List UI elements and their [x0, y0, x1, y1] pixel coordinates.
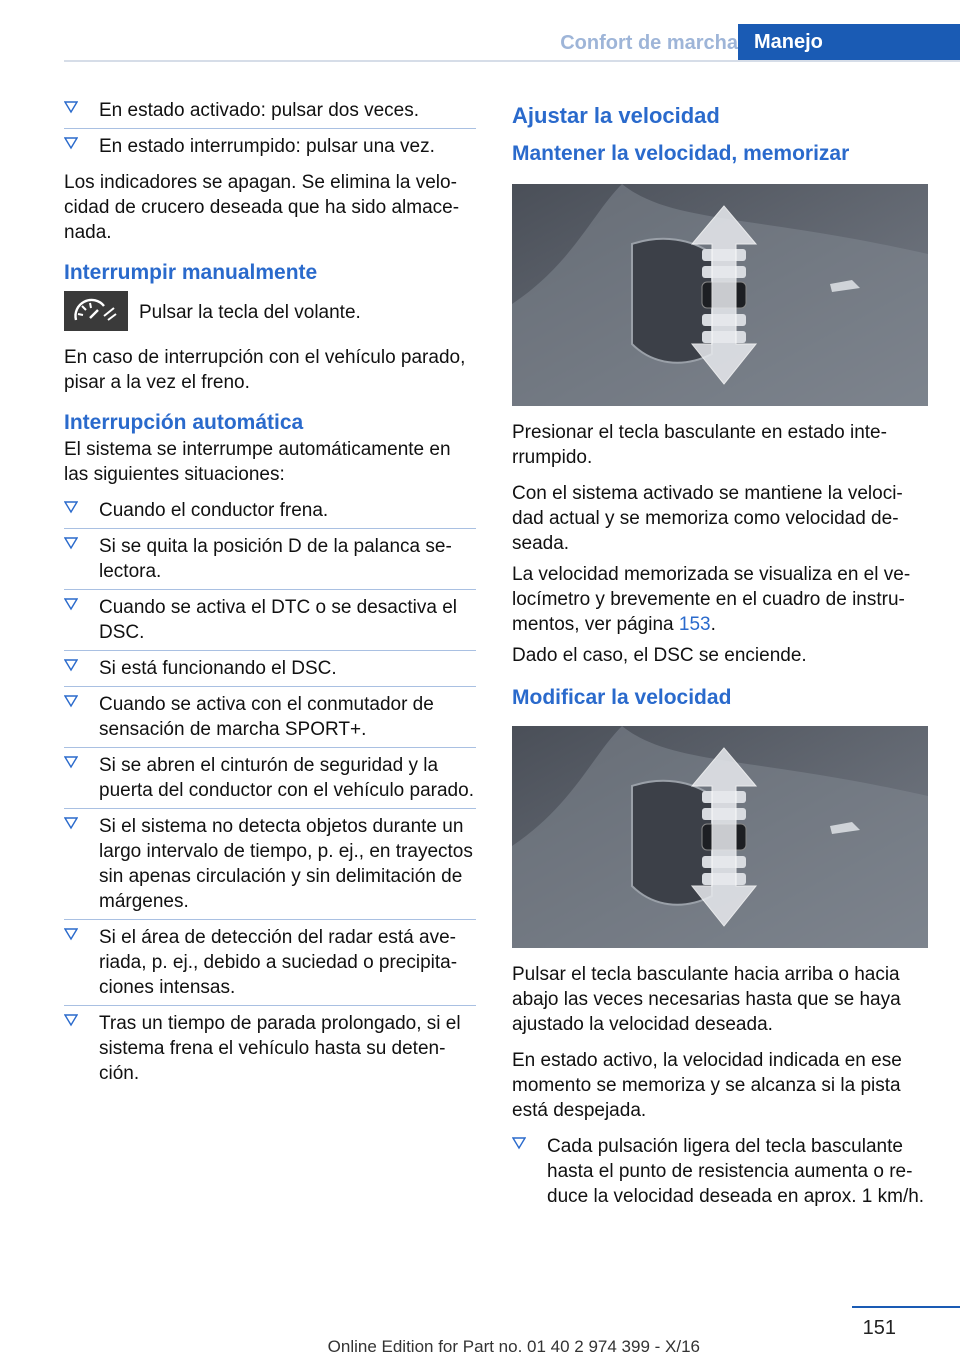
icon-instruction: [64, 291, 476, 331]
list-item-text: En estado interrumpido: pulsar una vez.: [99, 136, 435, 157]
paragraph-active: En estado activo, la velocidad indicada en ese momento se memoriza y se alcanza si la pista está despejada.: [512, 1050, 902, 1121]
modify-bullet-list: [512, 1134, 928, 1209]
list-item-text: Si el área de detección del radar está averiada, p. ej., debido a suciedad o precipitaciones intensas.: [99, 927, 458, 998]
triangle-bullet-icon: [64, 694, 78, 708]
divider: [64, 747, 476, 748]
paragraph-push: Pulsar el tecla basculante hacia arriba o hacia abajo las veces necesarias hasta que se haya ajustado la velocidad deseada.: [512, 964, 901, 1035]
triangle-bullet-icon: [64, 536, 78, 550]
triangle-bullet-icon: [64, 1013, 78, 1027]
list-item: [64, 814, 476, 914]
list-item-text: Tras un tiempo de parada prolongado, si el sistema frena el vehículo hasta su detención.: [99, 1013, 461, 1084]
list-item: [64, 753, 476, 803]
triangle-bullet-icon: [64, 500, 78, 514]
edition-note: Online Edition for Part no. 01 40 2 974 399 - X/16: [327, 1337, 700, 1356]
list-item-text: Si el sistema no detecta objetos durante un largo intervalo de tiempo, p. ej., en trayectos sin apenas circulación y sin delimitación de márgenes.: [99, 816, 473, 912]
page-link[interactable]: 153: [678, 614, 711, 635]
paragraph-dsc: Dado el caso, el DSC se enciende.: [512, 645, 807, 666]
cruise-control-icon: [64, 291, 128, 331]
list-item: [64, 925, 476, 1000]
list-item-text: Si se abren el cinturón de seguridad y la puerta del conductor con el vehículo parado.: [99, 755, 474, 801]
paragraph-display-text: La velocidad memorizada se visualiza en el velocímetro y brevemente en el cuadro de instrumentos, ver página: [512, 564, 911, 635]
paragraph-auto: El sistema se interrumpe automáticamente en las siguientes situaciones:: [64, 439, 451, 485]
list-item: [64, 656, 476, 681]
divider: [64, 686, 476, 687]
list-item-text: Cuando el conductor frena.: [99, 500, 329, 521]
divider: [64, 589, 476, 590]
steering-wheel-rocker-image-2: [512, 726, 928, 948]
paragraph-display: [512, 562, 928, 637]
paragraph-display-end: .: [710, 614, 716, 635]
right-column: [512, 98, 928, 1220]
list-item: [64, 498, 476, 523]
divider: [64, 1005, 476, 1006]
divider: [64, 528, 476, 529]
triangle-bullet-icon: [64, 597, 78, 611]
triangle-bullet-icon: [64, 816, 78, 830]
list-item-text: En estado activado: pulsar dos veces.: [99, 100, 420, 121]
list-item-text: Si está funcionando el DSC.: [99, 658, 337, 679]
list-item-text: Cuando se activa el DTC o se desactiva el DSC.: [99, 597, 458, 643]
divider: [64, 919, 476, 920]
list-item: [64, 534, 476, 584]
footer-divider: [852, 1306, 960, 1308]
triangle-bullet-icon: [64, 136, 78, 150]
heading-keep-speed: Mantener la velocidad, memorizar: [512, 142, 850, 165]
paragraph-activated: Con el sistema activado se mantiene la velocidad actual y se memoriza como velocidad deseada.: [512, 483, 903, 554]
heading-modify-speed: Modificar la velocidad: [512, 686, 732, 709]
list-item: [64, 134, 476, 159]
auto-bullet-list: [64, 498, 476, 1086]
triangle-bullet-icon: [64, 927, 78, 941]
paragraph-press: Presionar el tecla basculante en estado interrumpido.: [512, 422, 887, 468]
triangle-bullet-icon: [512, 1136, 526, 1150]
page-number: 151: [862, 1317, 896, 1339]
triangle-bullet-icon: [64, 100, 78, 114]
chapter-tab[interactable]: Manejo: [738, 24, 960, 61]
header-divider: [64, 60, 960, 62]
icon-instruction-text: Pulsar la tecla del volante.: [139, 302, 361, 323]
list-item-text: Si se quita la posición D de la palanca selectora.: [99, 536, 452, 582]
divider: [64, 808, 476, 809]
list-item-text: Cuando se activa con el conmutador de sensación de marcha SPORT+.: [99, 694, 434, 740]
heading-manual-interrupt: Interrumpir manualmente: [64, 261, 318, 284]
list-item: [64, 1011, 476, 1086]
left-column: [64, 98, 476, 1097]
divider: [64, 650, 476, 651]
paragraph-indicators: Los indicadores se apagan. Se elimina la velocidad de crucero deseada que ha sido almacenada.: [64, 172, 460, 243]
section-tab[interactable]: Confort de marcha: [560, 32, 738, 54]
divider: [64, 128, 476, 129]
top-bullet-list: [64, 98, 476, 159]
page-header: [0, 0, 960, 62]
page-footer: [0, 1300, 960, 1362]
list-item: [64, 98, 476, 123]
list-item-text: Cada pulsación ligera del tecla basculante hasta el punto de resistencia aumenta o reduce la velocidad deseada en aprox. 1 km/h.: [547, 1136, 925, 1207]
steering-wheel-rocker-image: [512, 184, 928, 406]
heading-adjust-speed: Ajustar la velocidad: [512, 103, 720, 128]
list-item: [64, 692, 476, 742]
paragraph-stopped: En caso de interrupción con el vehículo parado, pisar a la vez el freno.: [64, 347, 466, 393]
triangle-bullet-icon: [64, 755, 78, 769]
list-item: [512, 1134, 928, 1209]
list-item: [64, 595, 476, 645]
triangle-bullet-icon: [64, 658, 78, 672]
heading-auto-interrupt: Interrupción automática: [64, 411, 304, 434]
